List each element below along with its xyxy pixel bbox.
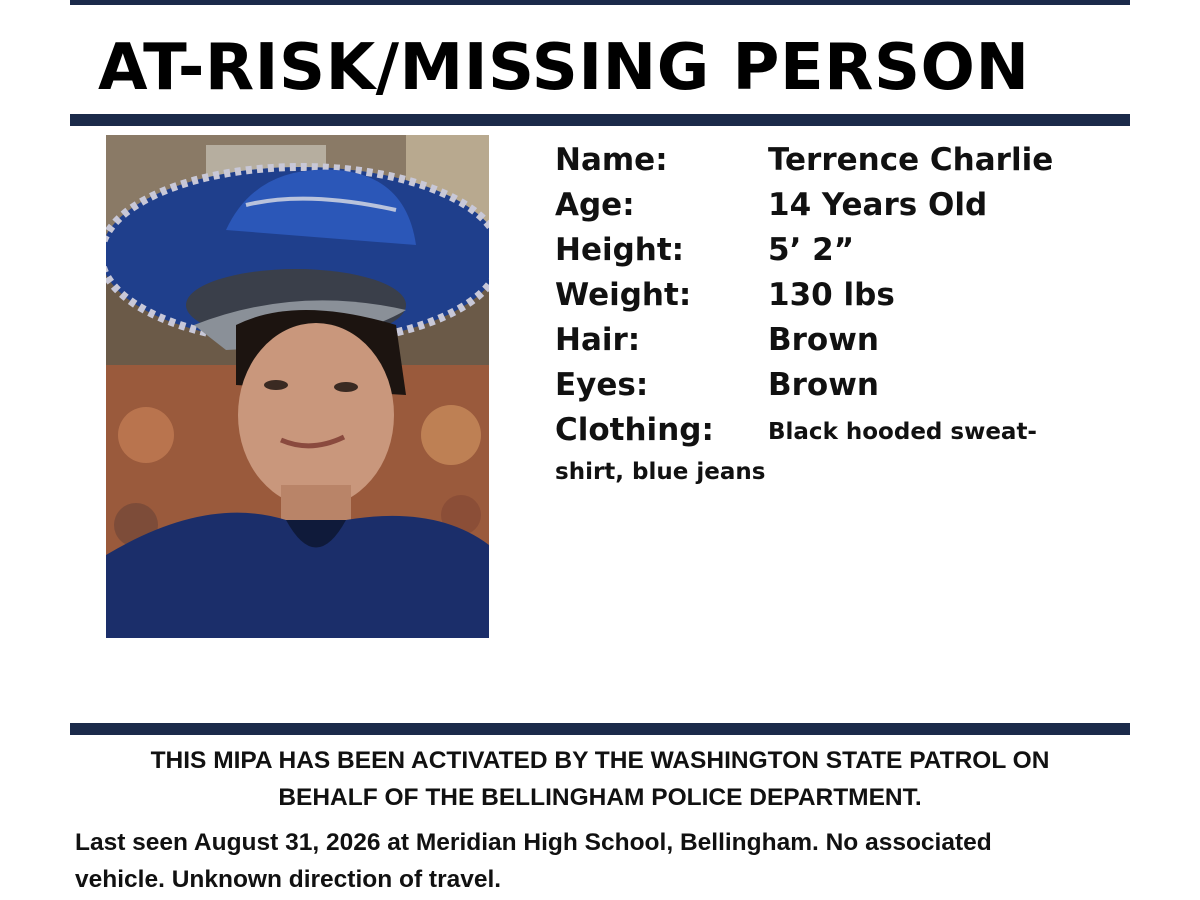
activation-notice-line2: BEHALF OF THE BELLINGHAM POLICE DEPARTMENT. xyxy=(278,784,922,811)
top-rule xyxy=(70,0,1130,5)
detail-row-clothing xyxy=(555,408,1115,453)
age-label: Age: xyxy=(555,187,635,223)
name-label: Name: xyxy=(555,142,668,178)
clothing-value-line1: Black hooded sweat- xyxy=(768,419,1037,445)
person-photo xyxy=(106,135,489,638)
hair-value: Brown xyxy=(768,322,879,358)
last-seen-line1: Last seen August 31, 2026 at Meridian High School, Bellingham. No associated xyxy=(75,829,992,856)
detail-row-age xyxy=(555,183,1115,228)
height-label: Height: xyxy=(555,232,685,268)
name-value: Terrence Charlie xyxy=(768,142,1054,178)
weight-value: 130 lbs xyxy=(768,277,895,313)
eyes-label: Eyes: xyxy=(555,367,649,403)
detail-row-hair xyxy=(555,318,1115,363)
detail-row-name xyxy=(555,138,1115,183)
activation-notice xyxy=(70,742,1130,816)
person-details xyxy=(555,138,1115,489)
eyes-value: Brown xyxy=(768,367,879,403)
clothing-label: Clothing: xyxy=(555,412,714,448)
poster-headline: AT-RISK/MISSING PERSON xyxy=(98,31,1030,105)
header-divider xyxy=(70,114,1130,126)
footer-divider xyxy=(70,723,1130,735)
weight-label: Weight: xyxy=(555,277,692,313)
height-value: 5’ 2” xyxy=(768,232,855,268)
detail-row-height xyxy=(555,228,1115,273)
last-seen-text xyxy=(75,824,1135,898)
hair-label: Hair: xyxy=(555,322,641,358)
detail-row-eyes xyxy=(555,363,1115,408)
detail-row-weight xyxy=(555,273,1115,318)
activation-notice-line1: THIS MIPA HAS BEEN ACTIVATED BY THE WASHINGTON STATE PATROL ON xyxy=(150,747,1050,774)
clothing-value-line2: shirt, blue jeans xyxy=(555,459,766,485)
last-seen-line2: vehicle. Unknown direction of travel. xyxy=(75,866,502,893)
age-value: 14 Years Old xyxy=(768,187,988,223)
